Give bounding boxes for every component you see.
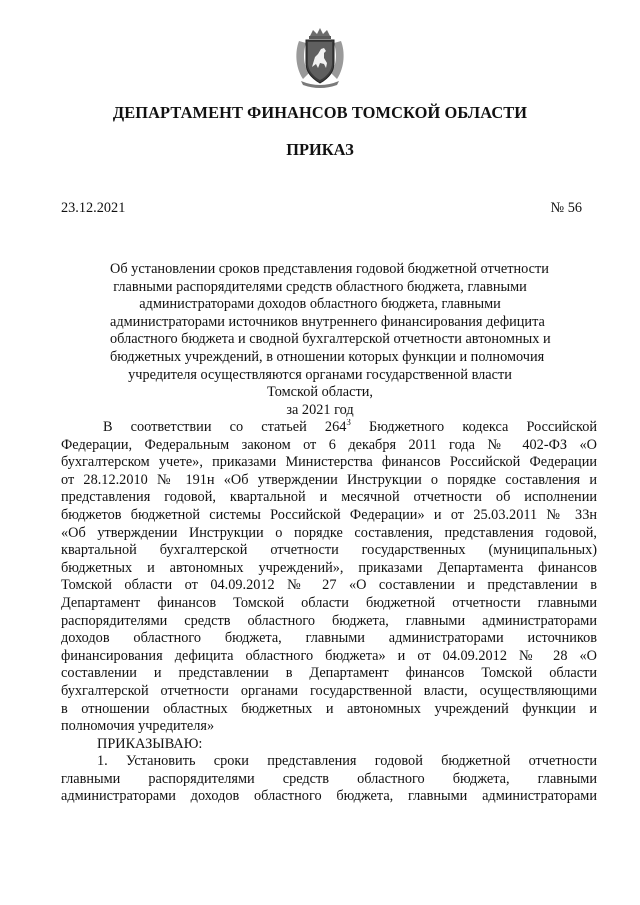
document-type: ПРИКАЗ — [286, 140, 354, 159]
item-1-line: 1. Установить сроки представления годовой бюджетной отчетности — [97, 753, 597, 770]
order-body — [61, 419, 597, 806]
body-line: бухгалтерской отчетности органами государственной власти, осуществляющими — [61, 682, 597, 699]
subject-line: главными распорядителями средств областного бюджета, главными — [113, 278, 527, 295]
body-line: полномочия учредителя» — [61, 718, 215, 735]
subject-line: бюджетных учреждений, в отношении которых функции и полномочия — [110, 348, 545, 365]
subject-line: Об установлении сроков представления годовой бюджетной отчетности — [110, 261, 549, 277]
body-line: доходов областного бюджета, главными администраторами источников — [61, 630, 597, 647]
body-line: Федерации, Федеральным законом от 6 декабря 2011 года № 402-ФЗ «О — [61, 436, 597, 453]
body-first-line: В соответствии со статьей $264^3$ Бюджетного кодекса Российской — [103, 419, 597, 435]
body-line: квартальной бухгалтерской отчетности государственных (муниципальных) — [61, 542, 597, 559]
body-line: бюджетов бюджетной системы Российской Федерации» и от 25.03.2011 № 33н — [61, 506, 597, 523]
order-number: № 56 — [550, 200, 582, 216]
order-date: 23.12.2021 — [61, 200, 126, 216]
order-word: ПРИКАЗЫВАЮ: — [97, 735, 203, 752]
subject-line: администраторами источников внутреннего финансирования дефицита — [110, 313, 545, 330]
body-line: Томской области от 04.09.2012 № 27 «О составлении и представлении в — [61, 577, 597, 594]
subject-line: учредителя осуществляются органами государственной власти — [128, 366, 512, 383]
order-subject — [110, 261, 551, 419]
department-title: ДЕПАРТАМЕНТ ФИНАНСОВ ТОМСКОЙ ОБЛАСТИ — [112, 103, 528, 122]
subject-line: за 2021 год — [286, 401, 354, 418]
body-line: от 28.12.2010 № 191н «Об утверждении Инструкции о порядке составления и — [61, 471, 597, 488]
body-line: Департамент финансов Томской области бюджетной отчетности главными — [61, 594, 597, 611]
coat-of-arms-icon — [293, 27, 347, 89]
body-line: финансирования дефицита областного бюджета» и от 04.09.2012 № 28 «О — [61, 647, 597, 664]
body-line: распорядителями средств областного бюджета, главными администраторами — [61, 612, 597, 629]
body-line: бухгалтерском учете», приказами Министерства финансов Российской Федерации — [61, 454, 597, 471]
body-line: бюджетных и автономных учреждений», приказами Департамента финансов — [61, 559, 597, 576]
body-line: «Об утверждении Инструкции о порядке составления, представления годовой, — [61, 524, 597, 541]
subject-line: администраторами доходов областного бюджета, главными — [139, 296, 501, 313]
subject-line: Томской области, — [267, 384, 373, 401]
body-line: составлении и представлении в Департамент финансов Томской области — [61, 665, 597, 682]
item-1-line: главными распорядителями средств областного бюджета, главными — [61, 770, 597, 787]
subject-line: областного бюджета и сводной бухгалтерской отчетности автономных и — [110, 331, 551, 348]
item-1-line: администраторами доходов областного бюджета, главными администраторами — [61, 788, 597, 805]
body-line: в отношении областных бюджетных и автономных учреждений функции и — [61, 700, 597, 717]
body-line: представления годовой, квартальной и месячной отчетности об исполнении — [61, 489, 597, 506]
